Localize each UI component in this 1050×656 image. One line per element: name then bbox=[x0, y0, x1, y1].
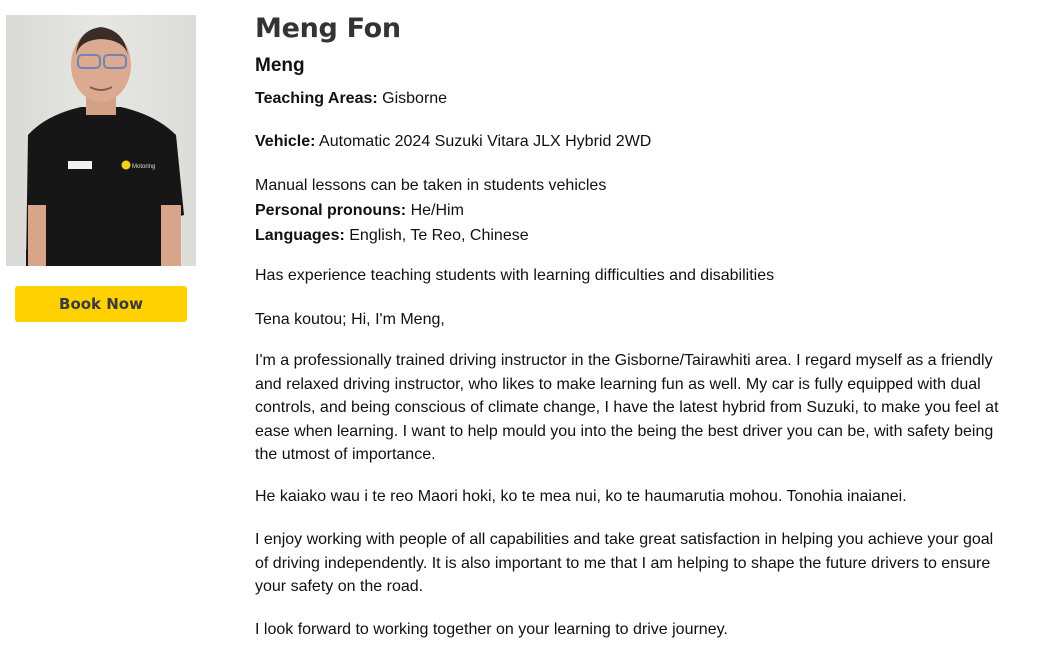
bio-line: your safety on the road. bbox=[255, 578, 424, 595]
bio-line: ease when learning. I want to help mould you into the being the best driver you can be, with safety being bbox=[255, 422, 994, 440]
bio-line: and relaxed driving instructor, who likes to make learning fun as well. My car is fully equipped with dual bbox=[255, 375, 981, 393]
bio-line: I enjoy working with people of all capabilities and take great satisfaction in helping you achieve your goal bbox=[255, 531, 994, 548]
bio-paragraph-2: He kaiako wau i te reo Maori hoki, ko te mea nui, ko te haumarutia mohou. Tonohia inaianei. bbox=[255, 488, 907, 505]
bio-paragraph-1 bbox=[255, 349, 999, 467]
bio-line: I'm a professionally trained driving instructor in the Gisborne/Tairawhiti area. I regard myself as a friendly bbox=[255, 352, 993, 369]
experience-note: Has experience teaching students with learning difficulties and disabilities bbox=[255, 267, 775, 284]
bio-line: the utmost of importance. bbox=[255, 446, 436, 463]
bio-line: controls, and being conscious of climate change, I have the latest hybrid from Suzuki, to make you feel at bbox=[255, 399, 999, 416]
instructor-nickname: Meng bbox=[255, 55, 305, 76]
languages-value: English, Te Reo, Chinese bbox=[349, 227, 529, 244]
teaching-areas-label: Teaching Areas: bbox=[255, 90, 378, 107]
pronouns bbox=[255, 201, 464, 221]
closing-line: I look forward to working together on your learning to drive journey. bbox=[255, 621, 728, 638]
vehicle-value: Automatic 2024 Suzuki Vitara JLX Hybrid 2WD bbox=[319, 133, 652, 150]
name-badge bbox=[68, 161, 92, 169]
bio-line: of driving independently. It is also important to me that I am helping to shape the future drivers to ensure bbox=[255, 554, 991, 572]
languages bbox=[255, 226, 529, 246]
languages-label: Languages: bbox=[255, 227, 345, 244]
shirt-logo-text: Motoring bbox=[132, 164, 156, 170]
vehicle bbox=[255, 132, 651, 152]
book-now-button[interactable]: Book Now bbox=[15, 286, 187, 322]
pronouns-value: He/Him bbox=[410, 202, 464, 219]
instructor-photo bbox=[6, 15, 196, 266]
vehicle-label: Vehicle: bbox=[255, 133, 316, 150]
instructor-name: Meng Fon bbox=[255, 13, 401, 44]
teaching-areas-value: Gisborne bbox=[382, 90, 448, 107]
pronouns-label: Personal pronouns: bbox=[255, 202, 407, 219]
bio-paragraph-3 bbox=[255, 528, 993, 599]
manual-note: Manual lessons can be taken in students vehicles bbox=[255, 177, 607, 194]
teaching-areas bbox=[255, 89, 447, 109]
greeting: Tena koutou; Hi, I'm Meng, bbox=[255, 311, 445, 328]
